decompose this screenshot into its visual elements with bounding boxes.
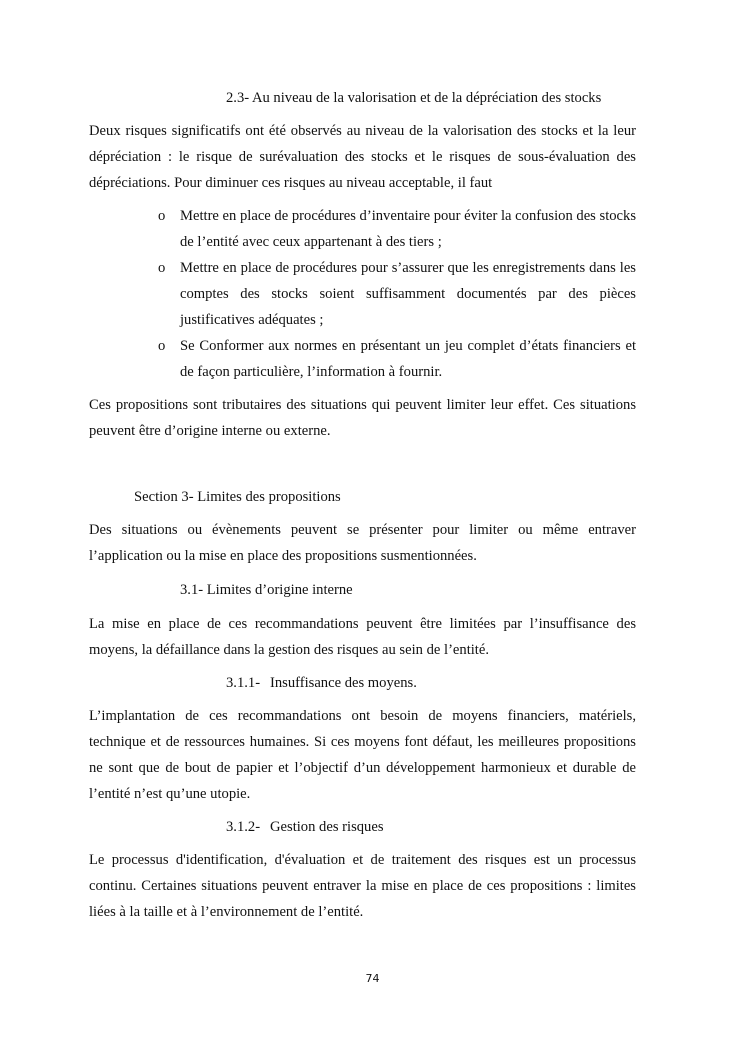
heading-3-1-1	[226, 670, 417, 696]
bullet-icon: o	[158, 260, 166, 276]
list-item	[158, 255, 636, 333]
paragraph: La mise en place de ces recommandations peuvent être limitées par l’insuffisance des moyens, la défaillance dans la gestion des risques au sein de l’entité.	[89, 616, 636, 658]
heading-2-3: 2.3- Au niveau de la valorisation et de la dépréciation des stocks	[226, 90, 602, 106]
heading-3-1-2	[226, 814, 384, 840]
list-item-text: Mettre en place de procédures d’inventaire pour éviter la confusion des stocks de l’entité avec ceux appartenant à des tiers ;	[180, 208, 636, 250]
list-item-text: Se Conformer aux normes en présentant un jeu complet d’états financiers et de façon particulière, l’information à fournir.	[180, 338, 636, 380]
heading-title: Gestion des risques	[270, 819, 384, 835]
list-item-text: Mettre en place de procédures pour s’assurer que les enregistrements dans les comptes des stocks soient suffisamment documentés par des pièces justificatives adéquates ;	[180, 260, 636, 328]
list-item	[158, 203, 636, 255]
heading-title: Insuffisance des moyens.	[270, 675, 417, 691]
paragraph: Deux risques significatifs ont été observés au niveau de la valorisation des stocks et la leur dépréciation : le risque de surévaluation des stocks et le risques de sous-évaluation des dépréciations. Pour diminuer ces risques au niveau acceptable, il faut	[89, 123, 636, 191]
heading-number: 3.1.2-	[226, 819, 261, 835]
paragraph: L’implantation de ces recommandations ont besoin de moyens financiers, matériels, technique et de ressources humaines. Si ces moyens font défaut, les meilleures propositions ne sont que de bout de papier et l’objectif d’un développement harmonieux et durable de l’entité n’est qu’une utopie.	[89, 708, 636, 802]
heading-number: 3.1.1-	[226, 675, 261, 691]
paragraph: Ces propositions sont tributaires des situations qui peuvent limiter leur effet. Ces situations peuvent être d’origine interne ou externe.	[89, 397, 636, 439]
heading-3-1: 3.1- Limites d’origine interne	[180, 582, 353, 598]
list-item	[158, 333, 636, 385]
section-heading: Section 3- Limites des propositions	[134, 489, 341, 505]
page-number: 74	[365, 972, 380, 985]
bullet-icon: o	[158, 338, 166, 354]
paragraph: Le processus d'identification, d'évaluation et de traitement des risques est un processus continu. Certaines situations peuvent entraver la mise en place de ces propositions : limites liées à la taille et à l’environnement de l’entité.	[89, 852, 636, 920]
paragraph: Des situations ou évènements peuvent se présenter pour limiter ou même entraver l’application ou la mise en place des propositions susmentionnées.	[89, 522, 636, 564]
bullet-icon: o	[158, 208, 166, 224]
